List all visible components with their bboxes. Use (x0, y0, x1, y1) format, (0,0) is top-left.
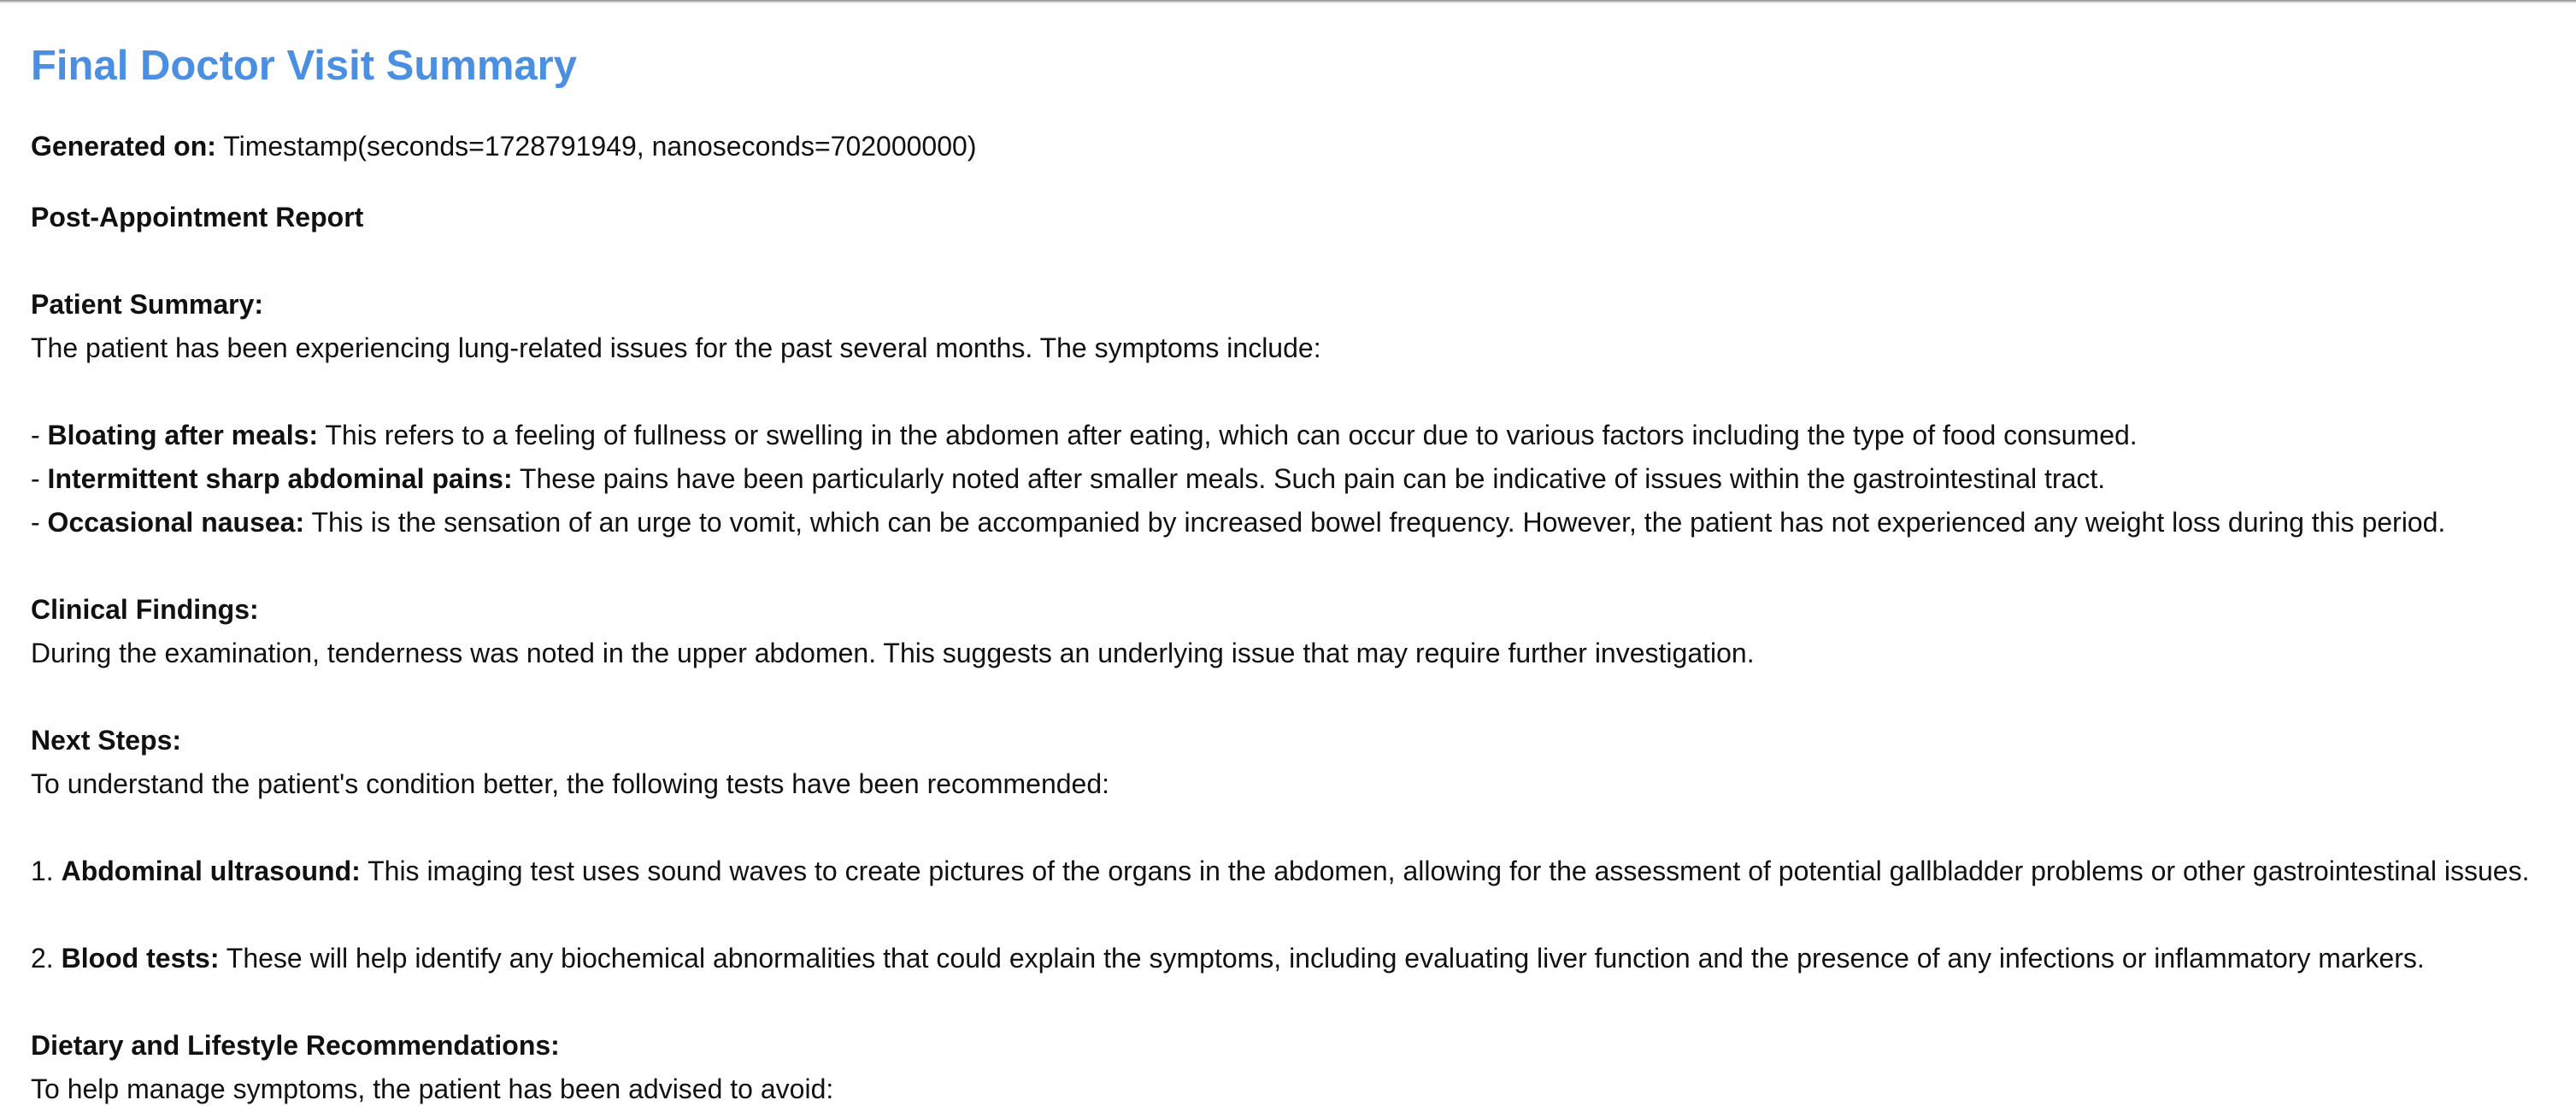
generated-on-label: Generated on: (31, 131, 216, 162)
spacer (31, 806, 2561, 850)
top-shadow (0, 0, 2576, 3)
dietary-intro: To help manage symptoms, the patient has been advised to avoid: (31, 1074, 834, 1104)
spacer (31, 980, 2561, 1024)
patient-summary-heading (31, 283, 2561, 327)
symptom-text: These pains have been particularly noted after smaller meals. Such pain can be indicative of issues within the gastrointestinal tract. (512, 463, 2106, 494)
page-title: Final Doctor Visit Summary (31, 43, 577, 89)
report-heading: Post-Appointment Report (31, 202, 364, 232)
test-label: Abdominal ultrasound: (61, 856, 361, 886)
test-prefix: 1. (31, 856, 62, 886)
spacer (31, 675, 2561, 719)
symptom-label: Intermittent sharp abdominal pains: (47, 463, 513, 494)
test-text: These will help identify any biochemical abnormalities that could explain the symptoms, including evaluating liver function and the presence of any infections or inflammatory markers. (219, 943, 2425, 974)
spacer (31, 544, 2561, 588)
symptom-text: This is the sensation of an urge to vomit, which can be accompanied by increased bowel frequency. However, the patient has not experienced any weight loss during this period. (304, 507, 2446, 538)
patient-summary-intro: The patient has been experiencing lung-related issues for the past several months. The symptoms include: (31, 332, 1321, 363)
symptom-item (31, 501, 2561, 544)
test-item (31, 850, 2561, 893)
dietary-heading-text: Dietary and Lifestyle Recommendations: (31, 1030, 560, 1061)
symptom-text: This refers to a feeling of fullness or swelling in the abdomen after eating, which can occur due to various factors including the type of food consumed. (318, 420, 2138, 450)
test-text: This imaging test uses sound waves to create pictures of the organs in the abdomen, allowing for the assessment of potential gallbladder problems or other gastrointestinal issues. (360, 856, 2530, 886)
clinical-findings-heading-text: Clinical Findings: (31, 594, 259, 625)
test-prefix: 2. (31, 943, 62, 974)
document-body (31, 34, 2561, 1106)
spacer (31, 239, 2561, 283)
patient-summary-heading-text: Patient Summary: (31, 289, 264, 320)
symptom-prefix: - (31, 463, 48, 494)
symptom-item (31, 457, 2561, 501)
test-label: Blood tests: (61, 943, 220, 974)
dietary-heading (31, 1024, 2561, 1068)
symptom-prefix: - (31, 507, 48, 538)
spacer (31, 893, 2561, 937)
clinical-findings-heading (31, 588, 2561, 632)
next-steps-heading-text: Next Steps: (31, 725, 182, 756)
generated-on-value: Timestamp(seconds=1728791949, nanoseconds=702000000) (223, 131, 977, 162)
symptom-item (31, 414, 2561, 457)
spacer (31, 370, 2561, 414)
next-steps-heading (31, 719, 2561, 762)
next-steps-intro: To understand the patient's condition better, the following tests have been recommended: (31, 768, 1110, 799)
test-item (31, 937, 2561, 980)
clinical-findings-text: During the examination, tenderness was noted in the upper abdomen. This suggests an underlying issue that may require further investigation. (31, 638, 1755, 668)
symptom-label: Bloating after meals: (47, 420, 319, 450)
generated-on-line (31, 125, 2561, 168)
symptom-label: Occasional nausea: (47, 507, 305, 538)
symptom-prefix: - (31, 420, 48, 450)
